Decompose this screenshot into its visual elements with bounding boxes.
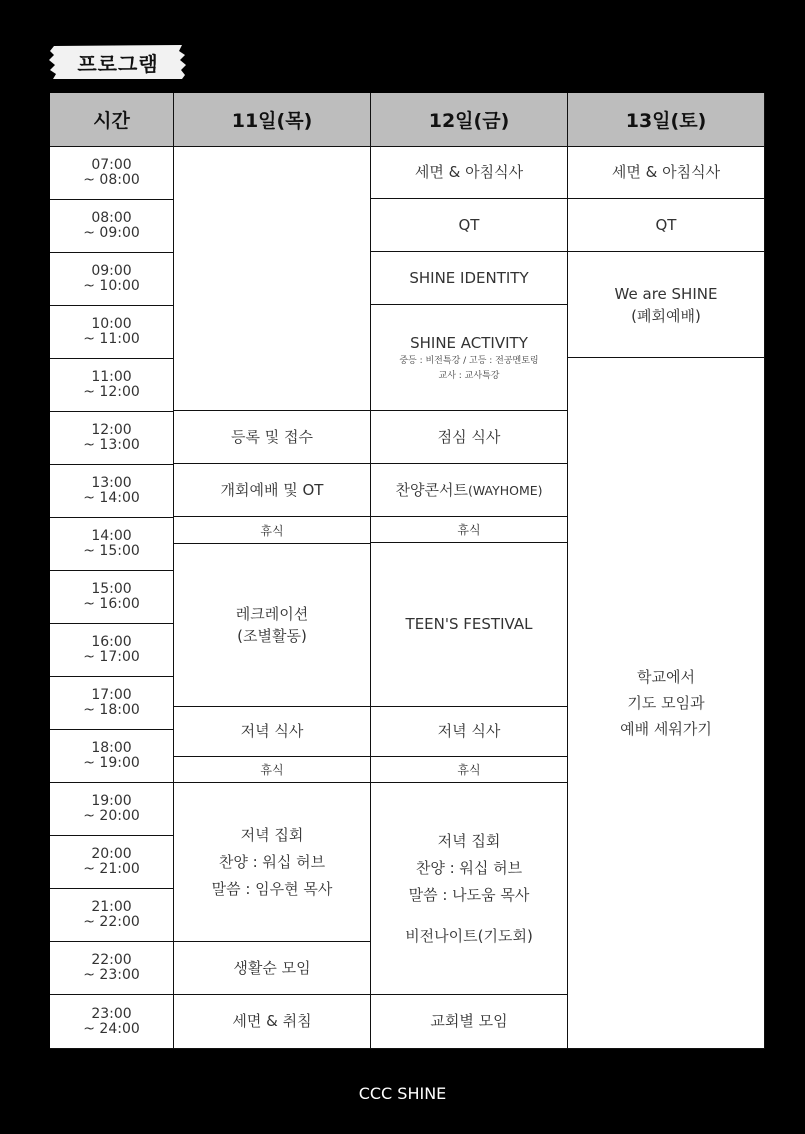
day3-closing-sub: (폐회예배) xyxy=(631,306,701,325)
day2-concert xyxy=(371,464,568,517)
day2-wash-breakfast: 세면 & 아침식사 xyxy=(371,147,568,199)
day2-shine-activity xyxy=(371,305,568,411)
day2-evening-praise: 찬양 : 워십 허브 xyxy=(415,858,523,877)
time-slot-start: 16:00 xyxy=(91,634,132,650)
day2-lunch: 점심 식사 xyxy=(371,411,568,464)
time-slot xyxy=(50,200,174,253)
day3-return-note xyxy=(568,358,765,1049)
day3-qt: QT xyxy=(568,199,765,252)
time-slot-end: ~ 12:00 xyxy=(83,384,140,400)
time-slot-end: ~ 15:00 xyxy=(83,543,140,559)
header-day-1: 11일(목) xyxy=(174,93,371,147)
time-slot xyxy=(50,836,174,889)
day3-return-line-3: 예배 세워가기 xyxy=(620,720,712,738)
day1-dinner: 저녁 식사 xyxy=(174,707,371,757)
time-slot-start: 12:00 xyxy=(91,422,132,438)
time-slot-end: ~ 22:00 xyxy=(83,914,140,930)
day1-recreation xyxy=(174,544,371,707)
day2-shine-identity: SHINE IDENTITY xyxy=(371,252,568,305)
day3-closing-title: We are SHINE xyxy=(614,284,718,303)
time-slot xyxy=(50,571,174,624)
time-slot-start: 11:00 xyxy=(91,369,132,385)
time-slot-start: 07:00 xyxy=(91,157,132,173)
section-title: 프로그램 xyxy=(77,51,159,76)
day1-evening-service xyxy=(174,783,371,942)
day2-teens-festival: TEEN'S FESTIVAL xyxy=(371,543,568,707)
time-slot-end: ~ 24:00 xyxy=(83,1020,140,1037)
day1-break-1: 휴식 xyxy=(174,517,371,544)
day2-evening-speaker: 말씀 : 나도움 목사 xyxy=(408,885,530,904)
time-slot xyxy=(50,624,174,677)
time-slot-start: 10:00 xyxy=(91,316,132,332)
time-slot-start: 13:00 xyxy=(91,475,132,491)
time-slot-end: ~ 08:00 xyxy=(83,172,140,188)
day2-evening-service xyxy=(371,783,568,995)
day3-return-line-2: 기도 모임과 xyxy=(627,694,705,712)
day1-evening-title: 저녁 집회 xyxy=(240,825,304,844)
day3-return-line-1: 학교에서 xyxy=(637,668,695,686)
time-slot xyxy=(50,889,174,942)
time-slot-end: ~ 17:00 xyxy=(83,649,140,665)
time-slot-end: ~ 21:00 xyxy=(83,861,140,877)
day2-break-2: 휴식 xyxy=(371,757,568,783)
time-slot-end: ~ 16:00 xyxy=(83,596,140,612)
day2-activity-sub-2: 교사 : 교사특강 xyxy=(438,370,500,381)
schedule-table xyxy=(50,93,765,1049)
day1-recreation-line-2: (조별활동) xyxy=(237,627,307,645)
time-slot xyxy=(50,730,174,783)
day1-life-group: 생활순 모임 xyxy=(174,942,371,995)
time-slot-start: 20:00 xyxy=(91,846,132,862)
day2-church-meeting: 교회별 모임 xyxy=(371,995,568,1049)
day3-wash-breakfast: 세면 & 아침식사 xyxy=(568,147,765,199)
day1-evening-speaker: 말씀 : 임우현 목사 xyxy=(211,879,333,898)
time-slot-end: ~ 10:00 xyxy=(83,278,140,294)
time-slot-start: 09:00 xyxy=(91,263,132,279)
day2-break-1: 휴식 xyxy=(371,517,568,543)
time-slot-start: 23:00 xyxy=(91,1005,132,1022)
time-slot-end: ~ 19:00 xyxy=(83,755,140,771)
day2-qt: QT xyxy=(371,199,568,252)
time-slot-start: 18:00 xyxy=(91,740,132,756)
time-slot xyxy=(50,465,174,518)
day1-wash-sleep: 세면 & 취침 xyxy=(174,995,371,1049)
day2-dinner: 저녁 식사 xyxy=(371,707,568,757)
time-slot xyxy=(50,518,174,571)
time-slot xyxy=(50,412,174,465)
time-slot-end: ~ 09:00 xyxy=(83,225,140,241)
header-day-2: 12일(금) xyxy=(371,93,568,147)
time-slot-end: ~ 11:00 xyxy=(83,331,140,347)
day2-activity-sub-1: 중등 : 비전특강 / 고등 : 전공멘토링 xyxy=(399,355,539,366)
day2-evening-title: 저녁 집회 xyxy=(437,831,501,850)
day2-concert-sub: (WAYHOME) xyxy=(467,482,543,498)
time-slot-end: ~ 18:00 xyxy=(83,702,140,718)
time-slot-end: ~ 23:00 xyxy=(83,967,140,983)
time-slot-start: 15:00 xyxy=(91,581,132,597)
time-slot-end: ~ 20:00 xyxy=(83,808,140,824)
time-slot-start: 22:00 xyxy=(91,952,132,968)
day1-opening-worship: 개회예배 및 OT xyxy=(174,464,371,517)
day3-closing-worship xyxy=(568,252,765,358)
time-slot xyxy=(50,677,174,730)
time-slot-start: 19:00 xyxy=(91,793,132,809)
time-slot-end: ~ 14:00 xyxy=(83,490,140,506)
time-slot-end: ~ 13:00 xyxy=(83,437,140,453)
footer-brand: CCC SHINE xyxy=(358,1084,447,1103)
header-day-3: 13일(토) xyxy=(568,93,765,147)
day2-activity-title: SHINE ACTIVITY xyxy=(410,333,528,352)
time-slot xyxy=(50,253,174,306)
day1-registration: 등록 및 접수 xyxy=(174,411,371,464)
time-slot xyxy=(50,783,174,836)
time-slot-start: 08:00 xyxy=(91,210,132,226)
day1-recreation-line-1: 레크레이션 xyxy=(235,605,309,623)
time-slot xyxy=(50,147,174,200)
time-slot xyxy=(50,359,174,412)
day1-empty-morning xyxy=(174,147,371,411)
time-slot xyxy=(50,995,174,1049)
day2-vision-night: 비전나이트(기도회) xyxy=(405,926,533,945)
time-slot-start: 14:00 xyxy=(91,528,132,544)
section-tag xyxy=(48,44,188,80)
day1-break-2: 휴식 xyxy=(174,757,371,783)
time-slot-start: 21:00 xyxy=(91,899,132,915)
header-time: 시간 xyxy=(50,93,174,147)
time-slot xyxy=(50,942,174,995)
time-slot xyxy=(50,306,174,359)
day2-concert-title: 찬양콘서트 xyxy=(395,480,468,499)
time-slot-start: 17:00 xyxy=(91,687,132,703)
day1-evening-praise: 찬양 : 워십 허브 xyxy=(218,852,326,871)
